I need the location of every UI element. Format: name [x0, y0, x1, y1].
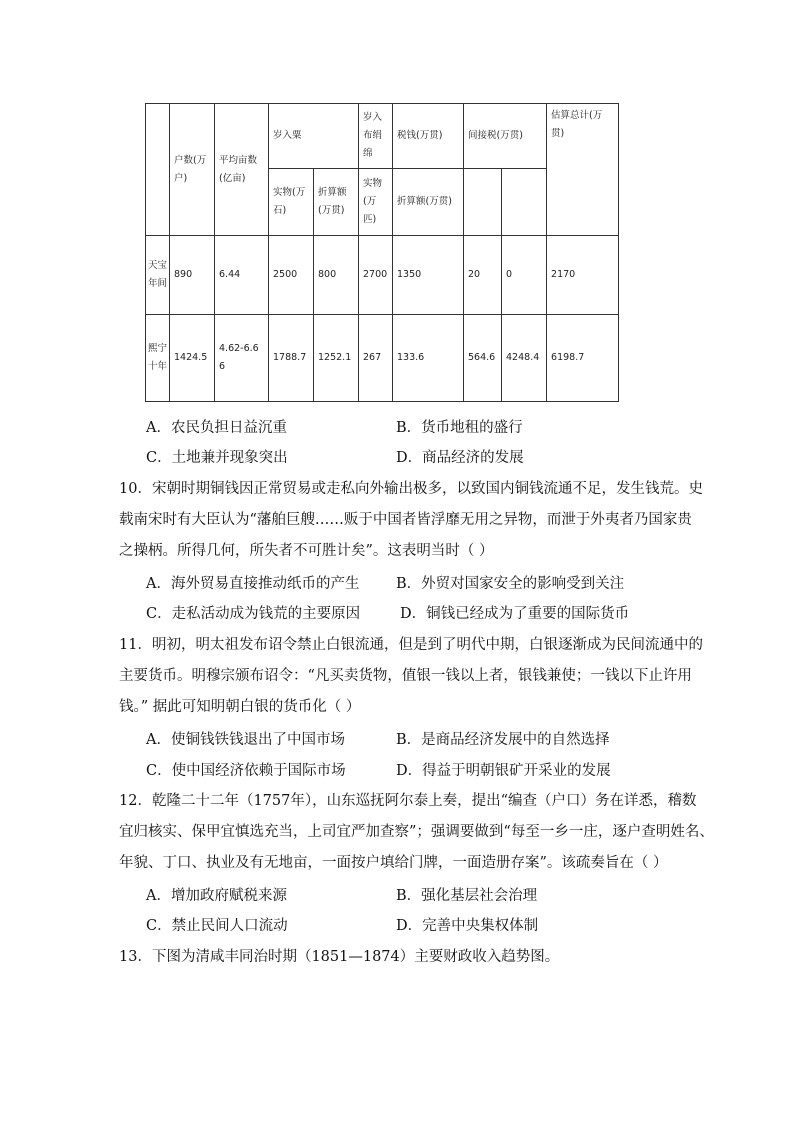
q9-option-a[interactable]: A．农民负担日益沉重 [146, 420, 287, 436]
table-row [146, 315, 619, 402]
q10-options-row2 [146, 602, 706, 626]
q12-option-c[interactable]: C．禁止民间人口流动 [146, 918, 288, 934]
q10-line-3: 之操柄。所得几何，所失者不可胜计矣”。这表明当时（ ） [119, 543, 494, 559]
q9-option-b[interactable]: B．货币地租的盛行 [396, 420, 523, 436]
q11-options-row1 [146, 728, 706, 752]
fiscal-table [145, 103, 619, 402]
q11-option-a[interactable]: A．使铜钱铁钱退出了中国市场 [146, 732, 345, 748]
table-cell: 0 [502, 236, 547, 315]
header-grain-amount: 实物(万石) [269, 169, 314, 236]
header-indirect-sub2 [502, 169, 547, 236]
header-cloth: 岁入布绢绵 [359, 104, 393, 169]
q9-options-row1 [146, 416, 706, 440]
header-households: 户数(万户) [170, 104, 215, 236]
table-corner [146, 104, 170, 236]
q12-option-a[interactable]: A．增加政府赋税来源 [146, 888, 287, 904]
q12-option-d[interactable]: D．完善中央集权体制 [396, 918, 539, 934]
table-cell: 1252.1 [314, 315, 359, 402]
table-cell: 2170 [547, 236, 619, 315]
q12-line-1: 12．乾隆二十二年（1757年），山东巡抚阿尔泰上奏，提出“编查（户口）务在详悉，稽数 [119, 793, 697, 809]
q10-line-1: 10．宋朝时期铜钱因正常贸易或走私向外输出极多，以致国内铜钱流通不足，发生钱荒。史 [119, 481, 703, 497]
q10-options-row1 [146, 572, 706, 596]
q10-option-d[interactable]: D．铜钱已经成为了重要的国际货币 [400, 606, 630, 622]
table-cell: 4248.4 [502, 315, 547, 402]
table-cell: 4.62-6.66 [215, 315, 269, 402]
header-cloth-amount: 实物(万匹) [359, 169, 393, 236]
header-tax-money: 税钱(万贯) [393, 104, 464, 169]
table-cell: 2500 [269, 236, 314, 315]
table-cell: 564.6 [464, 315, 502, 402]
q12-option-b[interactable]: B．强化基层社会治理 [396, 888, 538, 904]
header-indirect-sub1 [464, 169, 502, 236]
question-13 [119, 942, 679, 973]
q9-option-d[interactable]: D．商品经济的发展 [396, 450, 524, 466]
header-grain: 岁入粟 [269, 104, 359, 169]
table-cell: 2700 [359, 236, 393, 315]
table-cell: 20 [464, 236, 502, 315]
q11-option-c[interactable]: C．使中国经济依赖于国际市场 [146, 763, 346, 779]
q12-line-2: 宜归核实、保甲宜慎选充当，上司宜严加查察”；强调要做到“每至一乡一庄，逐户查明姓名、 [119, 824, 714, 840]
table-cell: 890 [170, 236, 215, 315]
table-cell: 267 [359, 315, 393, 402]
table-cell: 1424.5 [170, 315, 215, 402]
q10-line-2: 载南宋时有大臣认为“藩舶巨艘……贩于中国者皆浮靡无用之异物，而泄于外夷者乃国家贵 [119, 512, 692, 528]
table-cell: 800 [314, 236, 359, 315]
question-10 [119, 474, 703, 567]
q12-options-row1 [146, 884, 706, 908]
question-11 [119, 630, 703, 723]
q9-option-c[interactable]: C．土地兼并现象突出 [146, 450, 288, 466]
row-label-tianbao: 天宝年间 [146, 236, 170, 315]
header-avg-mu: 平均亩数(亿亩) [215, 104, 269, 236]
q11-line-3: 钱。” 据此可知明朝白银的货币化（ ） [119, 699, 361, 715]
header-indirect-tax: 间接税(万贯) [464, 104, 547, 169]
q11-line-1: 11．明初，明太祖发布诏令禁止白银流通，但是到了明代中期，白银逐渐成为民间流通中的 [119, 637, 703, 653]
table-cell: 6.44 [215, 236, 269, 315]
q11-option-d[interactable]: D．得益于明朝银矿开采业的发展 [396, 763, 611, 779]
header-cloth-converted: 折算额(万贯) [393, 169, 464, 236]
table-cell: 1788.7 [269, 315, 314, 402]
row-label-xining: 熙宁十年 [146, 315, 170, 402]
q13-text: 13．下图为清咸丰同治时期（1851—1874）主要财政收入趋势图。 [119, 949, 560, 965]
q10-option-b[interactable]: B．外贸对国家安全的影响受到关注 [396, 576, 625, 592]
table-row [146, 236, 619, 315]
q11-options-row2 [146, 759, 706, 783]
q10-option-a[interactable]: A．海外贸易直接推动纸币的产生 [146, 576, 360, 592]
q11-line-2: 主要货币。明穆宗颁布诏令：“凡买卖货物，值银一钱以上者，银钱兼使；一钱以下止许用 [119, 668, 692, 684]
q11-option-b[interactable]: B．是商品经济发展中的自然选择 [396, 732, 610, 748]
header-grain-converted: 折算额(万贯) [314, 169, 359, 236]
table-cell: 6198.7 [547, 315, 619, 402]
table-cell: 133.6 [393, 315, 464, 402]
q10-option-c[interactable]: C．走私活动成为钱荒的主要原因 [146, 606, 361, 622]
q12-options-row2 [146, 914, 706, 938]
q12-line-3: 年貌、丁口、执业及有无地亩，一面按户填给门牌，一面造册存案”。该疏奏旨在（ ） [119, 855, 668, 871]
header-total: 估算总计(万贯) [547, 104, 619, 236]
q9-options-row2 [146, 446, 706, 470]
question-12 [119, 786, 714, 879]
table-cell: 1350 [393, 236, 464, 315]
